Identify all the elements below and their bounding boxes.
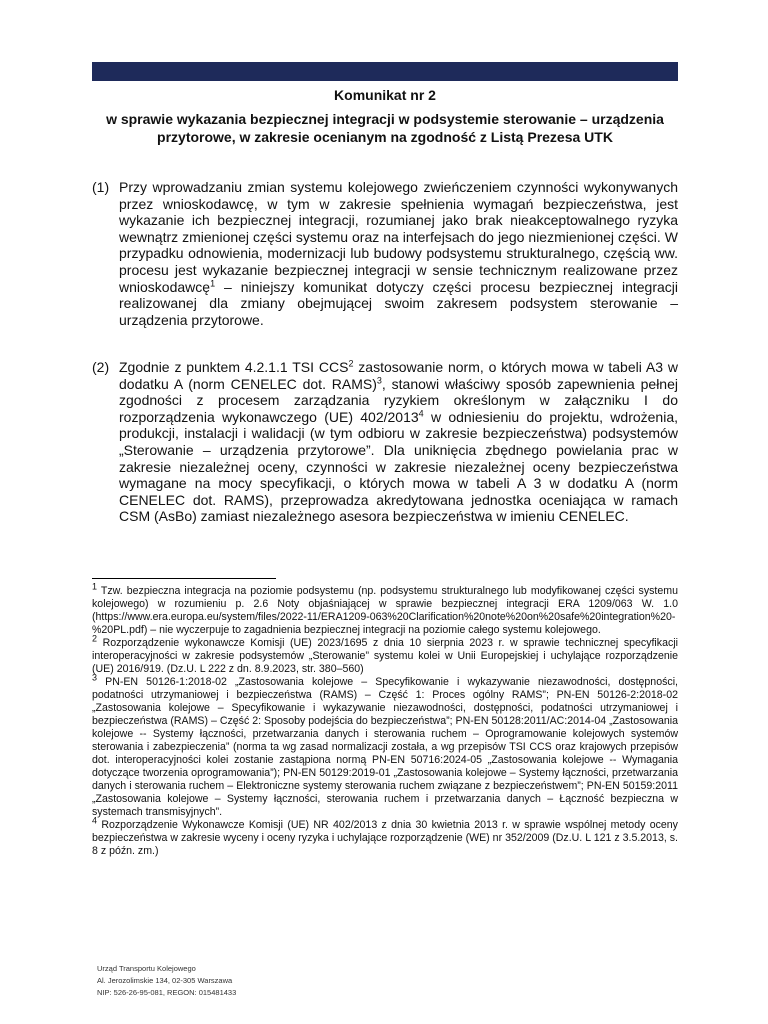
footnote-ref[interactable]: 2	[348, 358, 354, 369]
footnote-ref[interactable]: 4	[418, 408, 424, 419]
footnote-text: PN-EN 50126-1:2018-02 „Zastosowania kolejowe – Specyfikowanie i wykazywanie niezawodności, dostępności, podatności utrzymaniowej i bezpieczeństwa (RAMS) – Część 1: Proces ogólny RAMS”; PN-EN 50126-2:2018-02 „Zastosowania kolejowe – Specyfikowanie i wykazywanie niezawodności, dostępności, podatności utrzymaniowej i bezpieczeństwa (RAMS) – Część 2: Sposoby podejścia do bezpieczeństwa”; PN-EN 50128:2011/AC:2014-04 „Zastosowania kolejowe -- Systemy łączności, przetwarzania danych i sterowania ruchem – Oprogramowanie kolejowych systemów sterowania i zabezpieczenia” (norma ta wg zasad normalizacji została, a wg przepisów TSI CCS oraz krajowych przepisów dot. interoperacyjności kolei zostanie zastąpiona normą PN-EN 50716:2024-05 „Zastosowania kolejowe -- Wymagania dotyczące tworzenia oprogramowania”); PN-EN 50129:2019-01 „Zastosowania kolejowe – Systemy łączności, przetwarzania danych i sterowania ruchem – Elektroniczne systemy sterowania ruchem związane z bezpieczeństwem”; PN-EN 50159:2011 „Zastosowania kolejowe – Systemy łączności, sterowania ruchem i przetwarzania danych – Łączność bezpieczna w systemach transmisyjnych”.	[92, 676, 678, 818]
footnote-2	[92, 633, 678, 676]
document-title: Komunikat nr 2	[334, 87, 436, 103]
document-subtitle: w sprawie wykazania bezpiecznej integracji w podsystemie sterowanie – urządzenia przytorowe, w zakresie ocenianym na zgodność z Listą Prezesa UTK	[106, 111, 664, 145]
footnote-ref[interactable]: 1	[210, 277, 216, 288]
paragraph-text-part: w odniesieniu do projektu, wdrożenia, produkcji, instalacji i walidacji (w tym odbioru w zakresie bezpieczeństwa) podsystemów „Sterowanie – urządzenia przytorowe”. Dla uniknięcia zbędnego powielania prac w zakresie niezależnej oceny, czynności w zakresie niezależnej oceny bezpieczeństwa wymagane na mocy specyfikacji, o których mowa w tabeli A 3 w dodatku A (norm CENELEC dot. RAMS), przeprowadza akredytowana jednostka oceniająca w ramach CSM (AsBo) zamiast niezależnego asesora bezpieczeństwa w imieniu CENELEC.	[119, 408, 678, 525]
footnote-text: Rozporządzenie Wykonawcze Komisji (UE) NR 402/2013 z dnia 30 kwietnia 2013 r. w sprawie wspólnej metody oceny bezpieczeństwa w zakresie wyceny i oceny ryzyka i uchylające rozporządzenie (WE) nr 352/2009 (Dz.U. L 121 z 3.5.2013, s. 8 z późn. zm.)	[92, 819, 678, 857]
footer	[97, 963, 236, 999]
footnotes	[92, 581, 678, 858]
footnote-text: Tzw. bezpieczna integracja na poziomie podsystemu (np. podsystemu strukturalnego lub modyfikowanej części systemu kolejowego) w rozumieniu p. 2.6 Noty objaśniającej w sprawie bezpiecznej integracji ERA 1209/063 W. 1.0 (https://www.era.europa.eu/system/files/2022-11/ERA1209-063%20Clarification%20note%20on%20safe%20integration%20-%20PL.pdf) – nie wyczerpuje to zagadnienia bezpiecznej integracji na poziomie całego systemu kolejowego.	[92, 585, 678, 636]
paragraph-1	[92, 179, 678, 328]
footer-address: Al. Jerozolimskie 134, 02-305 Warszawa	[97, 976, 233, 985]
footer-tax-ids: NIP: 526-26-95-081, REGON: 015481433	[97, 988, 237, 997]
paragraph-2	[92, 359, 678, 525]
footnote-mark: 1	[92, 581, 98, 592]
footnote-separator	[92, 578, 276, 579]
footnote-mark: 4	[92, 815, 98, 826]
paragraph-text-part: zastosowanie norm, o których mowa w tabeli A3 w dodatku A (norm CENELEC dot. RAMS)	[119, 359, 678, 392]
footnote-4	[92, 815, 678, 858]
footer-org-name: Urząd Transportu Kolejowego	[97, 964, 196, 973]
paragraph-text-part: , stanowi właściwy sposób zapewnienia pełnej zgodności z procesem zarządzania ryzykiem określonym w załączniku I do rozporządzenia wykonawczego (UE) 402/2013	[119, 375, 678, 425]
footnote-ref[interactable]: 3	[376, 374, 382, 385]
footnote-1	[92, 581, 678, 637]
footnote-mark: 2	[92, 633, 98, 644]
paragraph-text	[119, 359, 678, 525]
paragraph-number: (1)	[92, 179, 110, 195]
header-bar	[92, 62, 678, 81]
paragraph-text-part: Zgodnie z punktem 4.2.1.1 TSI CCS	[119, 359, 349, 375]
paragraph-text-part: – niniejszy komunikat dotyczy części procesu bezpiecznej integracji realizowanej dla zmiany obejmującej swoim zakresem podsystem sterowanie – urządzenia przytorowe.	[119, 278, 678, 328]
paragraph-text	[119, 179, 678, 328]
paragraph-text-part: Przy wprowadzaniu zmian systemu kolejowego zwieńczeniem czynności wykonywanych przez wnioskodawcę, w tym w zakresie spełnienia wymagań bezpieczeństwa, jest wykazanie ich bezpiecznej integracji, rozumianej jako brak nieakceptowalnego ryzyka wewnątrz zmienionej części systemu oraz na interfejsach do jego niezmienionej części. W przypadku odnowienia, modernizacji lub budowy podsystemu strukturalnego, częścią ww. procesu jest wykazanie bezpiecznej integracji w sensie technicznym realizowane przez wnioskodawcę	[119, 179, 678, 295]
paragraph-number: (2)	[92, 359, 110, 375]
footnote-text: Rozporządzenie wykonawcze Komisji (UE) 2023/1695 z dnia 10 sierpnia 2023 r. w sprawie technicznej specyfikacji interoperacyjności w zakresie podsystemów „Sterowanie” systemu kolei w Unii Europejskiej i uchylające rozporządzenie (UE) 2016/919. (Dz.U. L 222 z dn. 8.9.2023, str. 380–560)	[92, 637, 678, 675]
footnote-mark: 3	[92, 672, 98, 683]
footnote-3	[92, 672, 678, 819]
